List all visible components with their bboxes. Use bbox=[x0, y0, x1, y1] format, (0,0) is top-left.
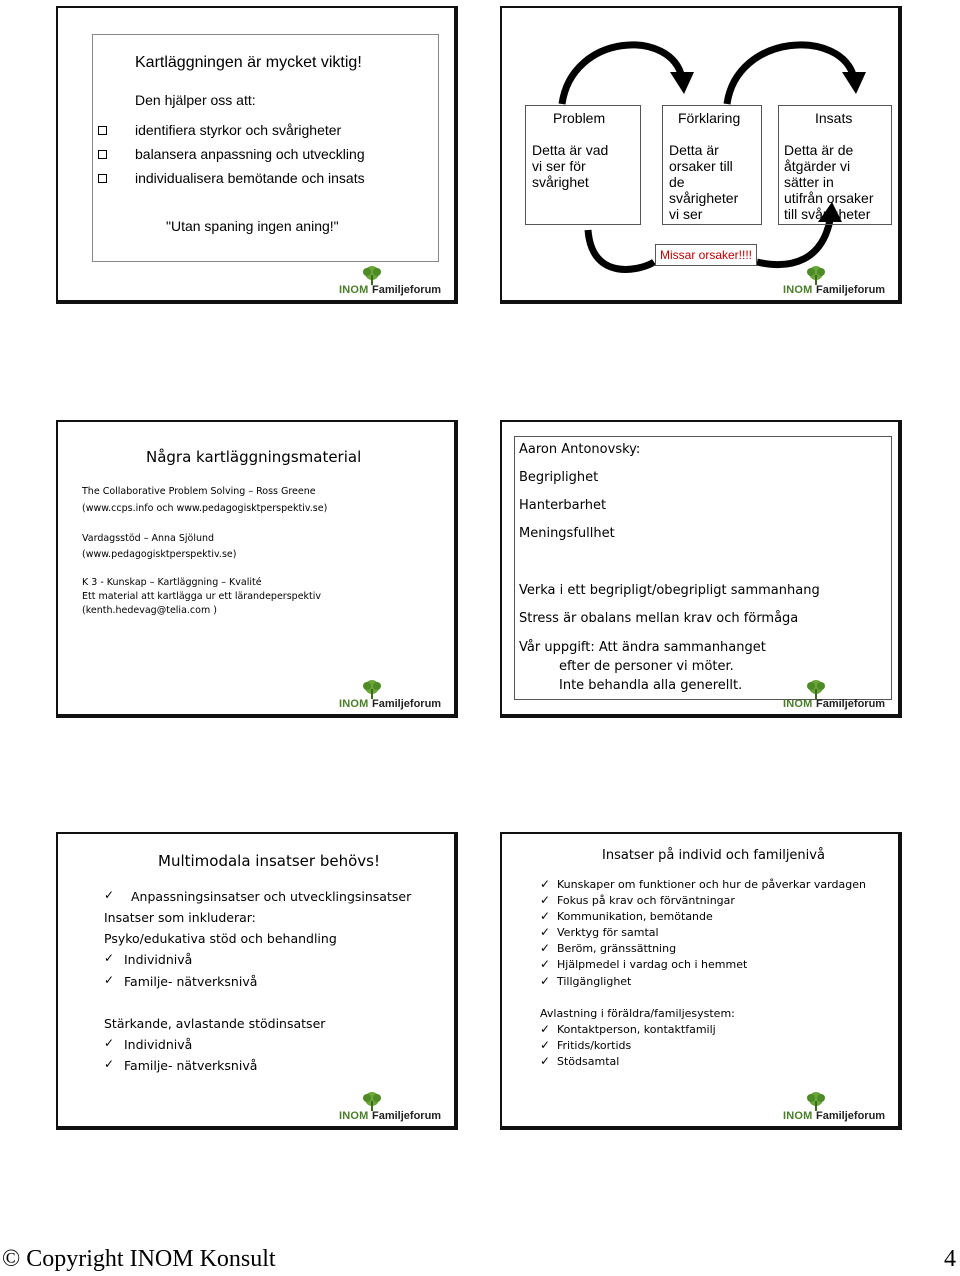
tree-icon bbox=[801, 679, 831, 699]
slide-3-line: K 3 - Kunskap – Kartläggning – Kvalité bbox=[82, 577, 262, 588]
slide-4-line: efter de personer vi möter. bbox=[559, 659, 734, 674]
inom-familjeforum-logo bbox=[783, 1091, 895, 1125]
slide-5-line: Anpassningsinsatser och utvecklingsinsatser bbox=[131, 889, 412, 904]
checkbox-icon bbox=[98, 126, 107, 135]
arrow-forklaring-to-insats bbox=[727, 45, 854, 104]
slide-5-line: Stärkande, avlastande stödinsatser bbox=[104, 1016, 326, 1031]
slide-5-line: Individnivå bbox=[124, 952, 193, 967]
slide-5-line: Familje- nätverksnivå bbox=[124, 1058, 258, 1073]
box-insats-line: till svårigheter bbox=[784, 206, 871, 222]
logo-familjeforum: Familjeforum bbox=[816, 284, 886, 296]
slide-4-line: Meningsfullhet bbox=[519, 526, 615, 541]
slide-4-line: Hanterbarhet bbox=[519, 498, 607, 513]
check-icon: ✓ bbox=[104, 1057, 115, 1071]
slide-6-item: Fritids/kortids bbox=[557, 1039, 632, 1052]
slide-3-line: (kenth.hedevag@telia.com ) bbox=[82, 605, 217, 616]
slide-3 bbox=[56, 420, 458, 718]
box-forklaring-line: de bbox=[669, 174, 685, 190]
slide-1-quote: "Utan spaning ingen aning!" bbox=[166, 218, 339, 234]
logo-familjeforum: Familjeforum bbox=[816, 1110, 886, 1122]
box-insats-line: Detta är de bbox=[784, 142, 854, 158]
slide-6-item: Hjälpmedel i vardag och i hemmet bbox=[557, 958, 748, 971]
slide-3-line: (www.pedagogisktperspektiv.se) bbox=[82, 549, 237, 560]
slide-1-title: Kartläggningen är mycket viktig! bbox=[135, 54, 362, 71]
slide-4-line: Begriplighet bbox=[519, 470, 599, 485]
logo-inom: INOM bbox=[783, 1110, 813, 1122]
box-problem-line: vi ser för bbox=[532, 158, 586, 174]
slide-3-line: Ett material att kartlägga ur ett lärandeperspektiv bbox=[82, 591, 322, 602]
check-icon: ✓ bbox=[104, 951, 115, 965]
missing-text: Missar orsaker!!!! bbox=[660, 248, 753, 262]
slide-1-item: individualisera bemötande och insats bbox=[135, 170, 365, 186]
slide-6-item: Beröm, gränssättning bbox=[557, 942, 677, 955]
slide-5 bbox=[56, 832, 458, 1130]
slide-6-title: Insatser på individ och familjenivå bbox=[602, 848, 825, 863]
inom-familjeforum-logo bbox=[339, 679, 451, 713]
check-icon: ✓ bbox=[540, 957, 551, 971]
check-icon: ✓ bbox=[540, 909, 551, 923]
logo-inom: INOM bbox=[339, 284, 369, 296]
logo-inom: INOM bbox=[783, 284, 813, 296]
slide-3-title: Några kartläggningsmaterial bbox=[146, 448, 362, 466]
slide-5-line: Insatser som inkluderar: bbox=[104, 910, 256, 925]
slide-1-intro: Den hjälper oss att: bbox=[135, 92, 256, 108]
slide-1 bbox=[56, 6, 458, 304]
check-icon: ✓ bbox=[540, 925, 551, 939]
check-icon: ✓ bbox=[540, 893, 551, 907]
slide-5-line: Familje- nätverksnivå bbox=[124, 974, 258, 989]
slide-6-item: Kontaktperson, kontaktfamilj bbox=[557, 1023, 716, 1036]
slide-4-line: Vår uppgift: Att ändra sammanhanget bbox=[519, 640, 766, 655]
box-insats-line: sätter in bbox=[784, 174, 834, 190]
box-forklaring-line: svårigheter bbox=[669, 190, 739, 206]
checkbox-icon bbox=[98, 174, 107, 183]
slide-4-line: Aaron Antonovsky: bbox=[519, 442, 641, 457]
slide-4-line: Inte behandla alla generellt. bbox=[559, 678, 743, 693]
slide-6-item: Fokus på krav och förväntningar bbox=[557, 894, 735, 907]
footer-copyright: © Copyright INOM Konsult bbox=[2, 1246, 276, 1272]
box-problem-line: svårighet bbox=[532, 174, 589, 190]
tree-icon bbox=[357, 679, 387, 699]
slide-6-item: Kommunikation, bemötande bbox=[557, 910, 713, 923]
logo-familjeforum: Familjeforum bbox=[372, 284, 442, 296]
slide-1-item: balansera anpassning och utveckling bbox=[135, 146, 365, 162]
slide-2 bbox=[500, 6, 902, 304]
slide-4-line: Stress är obalans mellan krav och förmåga bbox=[519, 611, 799, 626]
tree-icon bbox=[357, 1091, 387, 1111]
logo-inom: INOM bbox=[339, 1110, 369, 1122]
box-insats-line: utifrån orsaker bbox=[784, 190, 874, 206]
slide-1-item: identifiera styrkor och svårigheter bbox=[135, 122, 342, 138]
arrow-head bbox=[670, 72, 694, 94]
slide-4 bbox=[500, 420, 902, 718]
logo-inom: INOM bbox=[339, 698, 369, 710]
slide-6-item: Stödsamtal bbox=[557, 1055, 620, 1068]
box-problem-line: Detta är vad bbox=[532, 142, 609, 158]
check-icon: ✓ bbox=[104, 973, 115, 987]
inom-familjeforum-logo bbox=[339, 1091, 451, 1125]
slide-5-line: Individnivå bbox=[124, 1037, 193, 1052]
inom-familjeforum-logo bbox=[783, 265, 895, 299]
check-icon: ✓ bbox=[540, 877, 551, 891]
slide-5-title: Multimodala insatser behövs! bbox=[158, 852, 380, 870]
slide-6-heading-2: Avlastning i föräldra/familjesystem: bbox=[540, 1007, 735, 1020]
box-forklaring-title: Förklaring bbox=[678, 110, 741, 126]
logo-inom: INOM bbox=[783, 698, 813, 710]
slide-3-line: The Collaborative Problem Solving – Ross Greene bbox=[82, 486, 316, 497]
logo-familjeforum: Familjeforum bbox=[816, 698, 886, 710]
logo-familjeforum: Familjeforum bbox=[372, 698, 442, 710]
check-icon: ✓ bbox=[540, 1022, 551, 1036]
footer-page-number: 4 bbox=[944, 1246, 956, 1272]
inom-familjeforum-logo bbox=[783, 679, 895, 713]
tree-icon bbox=[357, 265, 387, 285]
slide-5-line: Psyko/edukativa stöd och behandling bbox=[104, 931, 337, 946]
slide-3-line: Vardagsstöd – Anna Sjölund bbox=[82, 533, 215, 544]
box-forklaring-line: orsaker till bbox=[669, 158, 733, 174]
check-icon: ✓ bbox=[540, 941, 551, 955]
box-forklaring-line: vi ser bbox=[669, 206, 703, 222]
slide-6-item: Verktyg för samtal bbox=[557, 926, 659, 939]
slide-6-item: Kunskaper om funktioner och hur de påverkar vardagen bbox=[557, 878, 866, 891]
check-icon: ✓ bbox=[540, 974, 551, 988]
inom-familjeforum-logo bbox=[339, 265, 451, 299]
box-insats-title: Insats bbox=[815, 110, 853, 126]
box-insats-line: åtgärder vi bbox=[784, 158, 851, 174]
tree-icon bbox=[801, 265, 831, 285]
arrow-problem-to-forklaring bbox=[562, 45, 682, 104]
arrow-head bbox=[842, 72, 866, 94]
slide-6-item: Tillgänglighet bbox=[557, 975, 632, 988]
check-icon: ✓ bbox=[104, 1036, 115, 1050]
checkbox-icon bbox=[98, 150, 107, 159]
check-icon: ✓ bbox=[540, 1038, 551, 1052]
box-forklaring-line: Detta är bbox=[669, 142, 719, 158]
check-icon: ✓ bbox=[104, 888, 115, 902]
slide-3-line: (www.ccps.info och www.pedagogisktperspektiv.se) bbox=[82, 503, 328, 514]
box-problem-title: Problem bbox=[553, 110, 606, 126]
slide-4-line: Verka i ett begripligt/obegripligt sammanhang bbox=[519, 583, 820, 598]
slide-6 bbox=[500, 832, 902, 1130]
logo-familjeforum: Familjeforum bbox=[372, 1110, 442, 1122]
tree-icon bbox=[801, 1091, 831, 1111]
check-icon: ✓ bbox=[540, 1054, 551, 1068]
